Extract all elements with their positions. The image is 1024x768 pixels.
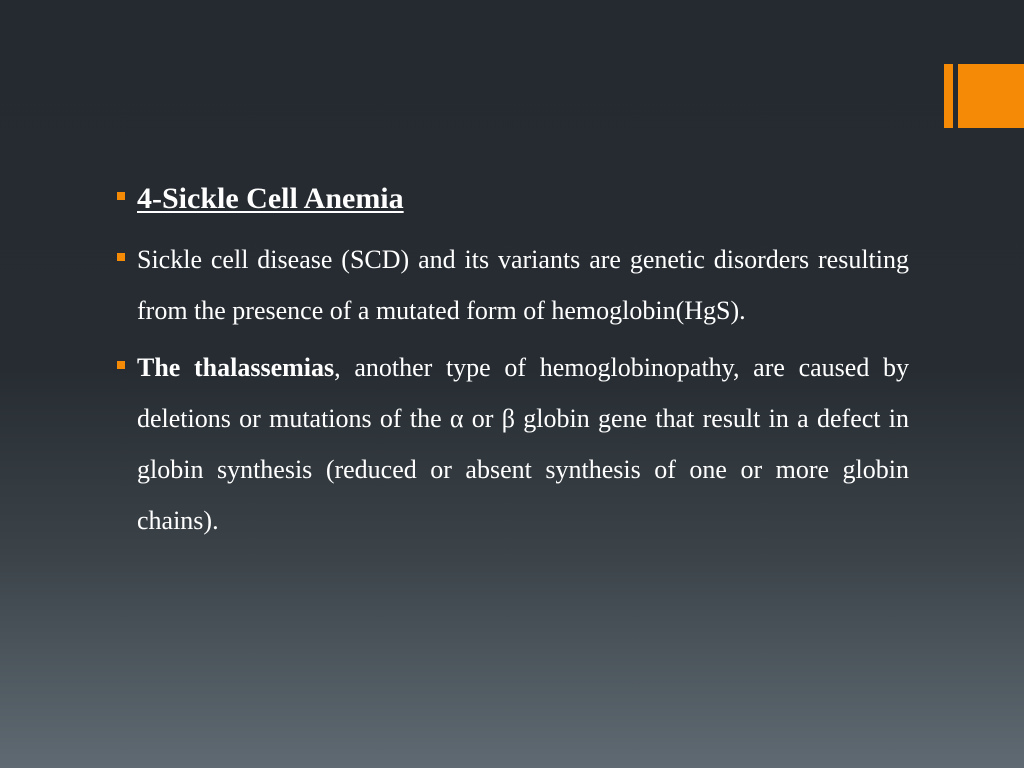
accent-bar-block (958, 64, 1024, 128)
square-bullet-icon (117, 253, 125, 261)
bullet-text: Sickle cell disease (SCD) and its variants are genetic disorders resulting from the presence of a mutated form of hemoglobin(HgS). (137, 245, 909, 325)
slide-heading: 4-Sickle Cell Anemia (137, 182, 404, 215)
square-bullet-icon (117, 361, 125, 369)
bullet-text: , another type of hemoglobinopathy, are caused by deletions or mutations of the α or β globin gene that result in a defect in globin synthesis (reduced or absent synthesis of one or more globin chains). (137, 353, 909, 535)
slide-content (117, 176, 909, 546)
square-bullet-icon (117, 192, 125, 200)
bullet-item-thalassemias (117, 342, 909, 546)
accent-bar-thin (944, 64, 953, 128)
slide-heading-row (117, 176, 909, 222)
bullet-item-scd (117, 234, 909, 336)
bullet-lead-text: The thalassemias (137, 353, 335, 382)
